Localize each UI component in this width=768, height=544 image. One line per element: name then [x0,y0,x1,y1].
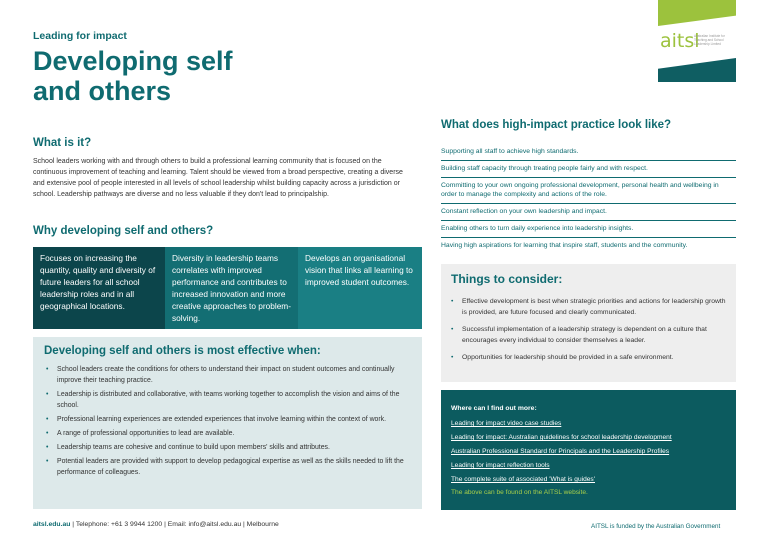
effective-item-6: • Potential leaders are provided with support to develop pedagogical expertise as well as the skills needed to lift the performance of colleagues. [44,456,411,478]
link-reflection-tools[interactable]: Leading for impact reflection tools [451,462,550,469]
page-title [33,46,293,106]
effective-item-2: • Leadership is distributed and collaborative, with teams working together to accomplish the vision and aims of the school. [44,389,411,411]
why-box-1: Focuses on increasing the quantity, quality and diversity of future leaders for all school leadership roles and in all geographical locations. [33,247,165,329]
consider-item-3: • Opportunities for leadership should be provided in a safe environment. [451,352,726,363]
consider-item-1: • Effective development is best when strategic priorities and actions for leadership growth is provided, are future focused and clearly communicated. [451,296,726,318]
link-video-case-studies[interactable]: Leading for impact video case studies [451,420,562,427]
why-boxes [33,247,422,329]
effective-item-1: • School leaders create the conditions for others to understand their impact on student outcomes and continually improve their teaching practice. [44,364,411,386]
high-impact-item-1: Supporting all staff to achieve high standards. [441,144,736,161]
logo-tagline: Australian Institute for Teaching and School Leadership Limited [694,34,725,46]
high-impact-item-4: Constant reflection on your own leadership and impact. [441,204,736,221]
logo-wordmark: aitsl [660,30,700,52]
what-is-it-body: School leaders working with and through others to build a professional learning community that is focused on the continuous improvement of teaching and learning. Talent should be viewed from a broad perspective, creating a diverse and extensive pool of people interested in all levels of school leadership whilst building capacity across a jurisdiction or school. Leadership pathways are diverse and no less valuable if they don't lead to principalship. [33,158,403,198]
footer-contact [33,521,279,528]
find-out-heading: Where can I find out more: [451,405,537,412]
find-out-more-panel [441,390,736,510]
effective-item-5: • Leadership teams are cohesive and continue to build upon members' skills and attributes. [44,442,411,453]
find-out-note: The above can be found on the AITSL website. [451,489,588,496]
logo-teal-band [658,58,736,82]
effective-item-3: • Professional learning experiences are extended experiences that involve learning within the context of work. [44,414,411,425]
page-title-line-2: and others [33,76,172,106]
things-to-consider-panel [441,264,736,382]
aitsl-logo [658,0,736,82]
footer-funding: AITSL is funded by the Australian Government [591,523,721,530]
why-box-2: Diversity in leadership teams correlates with improved performance and contributes to increased innovation and more creative approaches to problem-solving. [165,247,298,329]
effective-item-4: • A range of professional opportunities to lead are available. [44,428,411,439]
consider-heading: Things to consider: [451,272,563,286]
why-box-3: Develops an organisational vision that links all learning to improved student outcomes. [298,247,422,329]
page-title-line-1: Developing self [33,46,233,76]
link-guidelines[interactable]: Leading for impact: Australian guidelines for school leadership development [451,434,672,441]
high-impact-item-3: Committing to your own ongoing professional development, personal health and wellbeing in order to manage the complexity and actions of the role. [441,178,736,204]
consider-item-2: • Successful implementation of a leadership strategy is dependent on a culture that encourages every individual to consider themselves a leader. [451,324,726,346]
high-impact-item-2: Building staff capacity through treating people fairly and with respect. [441,161,736,178]
why-heading: Why developing self and others? [33,225,214,237]
footer-site-link[interactable]: aitsl.edu.au [33,521,71,528]
link-professional-standard[interactable]: Australian Professional Standard for Principals and the Leadership Profiles [451,448,670,455]
effective-heading: Developing self and others is most effective when: [44,345,321,357]
link-what-is-guides[interactable]: The complete suite of associated 'What is guides' [451,476,595,483]
effective-when-panel [33,337,422,509]
logo-green-band [658,0,736,26]
high-impact-item-5: Enabling others to turn daily experience into leadership insights. [441,221,736,238]
high-impact-list [441,144,736,254]
kicker: Leading for impact [33,30,127,42]
what-is-it-heading: What is it? [33,137,92,149]
high-impact-heading: What does high-impact practice look like? [441,119,672,131]
footer-contact-text: | Telephone: +61 3 9944 1200 | Email: info@aitsl.edu.au | Melbourne [70,521,279,528]
high-impact-item-6: Having high aspirations for learning that inspire staff, students and the community. [441,242,688,249]
